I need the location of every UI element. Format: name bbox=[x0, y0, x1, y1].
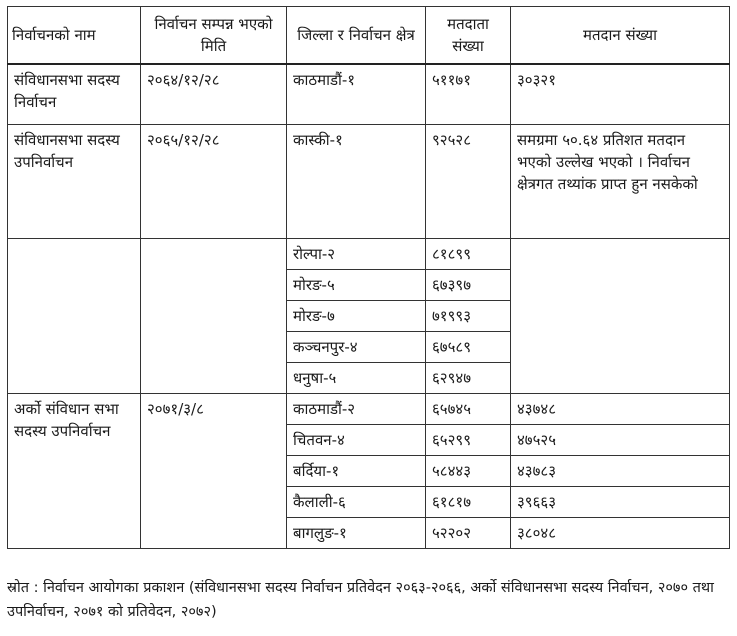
voters-cell: ६१८१७ bbox=[426, 486, 511, 517]
election-date: २०७१/३/८ bbox=[141, 393, 287, 548]
district-cell: बर्दिया-१ bbox=[287, 455, 426, 486]
district-cell: कास्की-१ bbox=[287, 124, 426, 238]
header-row bbox=[8, 7, 730, 65]
table-row bbox=[8, 238, 730, 269]
voters-cell: ५११७१ bbox=[426, 64, 511, 124]
district-cell: कञ्चनपुर-४ bbox=[287, 331, 426, 362]
voters-cell: ६२९४७ bbox=[426, 362, 511, 393]
source-note: स्रोत : निर्वाचन आयोगका प्रकाशन (संविधानसभा सदस्य निर्वाचन प्रतिवेदन २०६३-२०६६, अर्को संविधानसभा सदस्य निर्वाचन, २०७० तथा उपनिर्वाचन, २०७१ को प्रतिवेदन, २०७२) bbox=[7, 580, 714, 620]
col-header-district: जिल्ला र निर्वाचन क्षेत्र bbox=[287, 7, 426, 65]
election-name bbox=[8, 238, 141, 393]
voters-cell: ९२५२८ bbox=[426, 124, 511, 238]
voters-cell: ६७३९७ bbox=[426, 269, 511, 300]
turnout-cell: ३०३२१ bbox=[511, 64, 730, 124]
table-row bbox=[8, 393, 730, 424]
col-header-turnout: मतदान संख्या bbox=[511, 7, 730, 65]
turnout-cell: समग्रमा ५०.६४ प्रतिशत मतदान भएको उल्लेख भएको । निर्वाचन क्षेत्रगत तथ्यांक प्राप्त हुन नसकेको bbox=[511, 124, 730, 238]
turnout-cell bbox=[511, 238, 730, 393]
col-header-voters: मतदाता संख्या bbox=[426, 7, 511, 65]
district-cell: कैलाली-६ bbox=[287, 486, 426, 517]
election-name: अर्को संविधान सभा सदस्य उपनिर्वाचन bbox=[8, 393, 141, 548]
district-cell: चितवन-४ bbox=[287, 424, 426, 455]
col-header-name: निर्वाचनको नाम bbox=[8, 7, 141, 65]
district-cell: मोरङ-७ bbox=[287, 300, 426, 331]
turnout-cell: ४३७४८ bbox=[511, 393, 730, 424]
turnout-cell: ४७५२५ bbox=[511, 424, 730, 455]
voters-cell: ७१९९३ bbox=[426, 300, 511, 331]
turnout-cell: ३९६६३ bbox=[511, 486, 730, 517]
district-cell: मोरङ-५ bbox=[287, 269, 426, 300]
voters-cell: ५८४४३ bbox=[426, 455, 511, 486]
election-date: २०६४/१२/२८ bbox=[141, 64, 287, 124]
election-name: संविधानसभा सदस्य निर्वाचन bbox=[8, 64, 141, 124]
voters-cell: ६५७४५ bbox=[426, 393, 511, 424]
district-cell: काठमाडौं-१ bbox=[287, 64, 426, 124]
voters-cell: ५२२०२ bbox=[426, 517, 511, 548]
turnout-cell: ३८०४८ bbox=[511, 517, 730, 548]
table-row bbox=[8, 64, 730, 124]
district-cell: बागलुङ-१ bbox=[287, 517, 426, 548]
election-date: २०६५/१२/२८ bbox=[141, 124, 287, 238]
table-row bbox=[8, 124, 730, 238]
col-header-date: निर्वाचन सम्पन्न भएको मिति bbox=[141, 7, 287, 65]
district-cell: रोल्पा-२ bbox=[287, 238, 426, 269]
election-table bbox=[7, 6, 730, 549]
turnout-cell: ४३७८३ bbox=[511, 455, 730, 486]
voters-cell: ६५२९९ bbox=[426, 424, 511, 455]
voters-cell: ६७५८९ bbox=[426, 331, 511, 362]
election-name: संविधानसभा सदस्य उपनिर्वाचन bbox=[8, 124, 141, 238]
voters-cell: ८१८९९ bbox=[426, 238, 511, 269]
district-cell: धनुषा-५ bbox=[287, 362, 426, 393]
district-cell: काठमाडौं-२ bbox=[287, 393, 426, 424]
election-date bbox=[141, 238, 287, 393]
